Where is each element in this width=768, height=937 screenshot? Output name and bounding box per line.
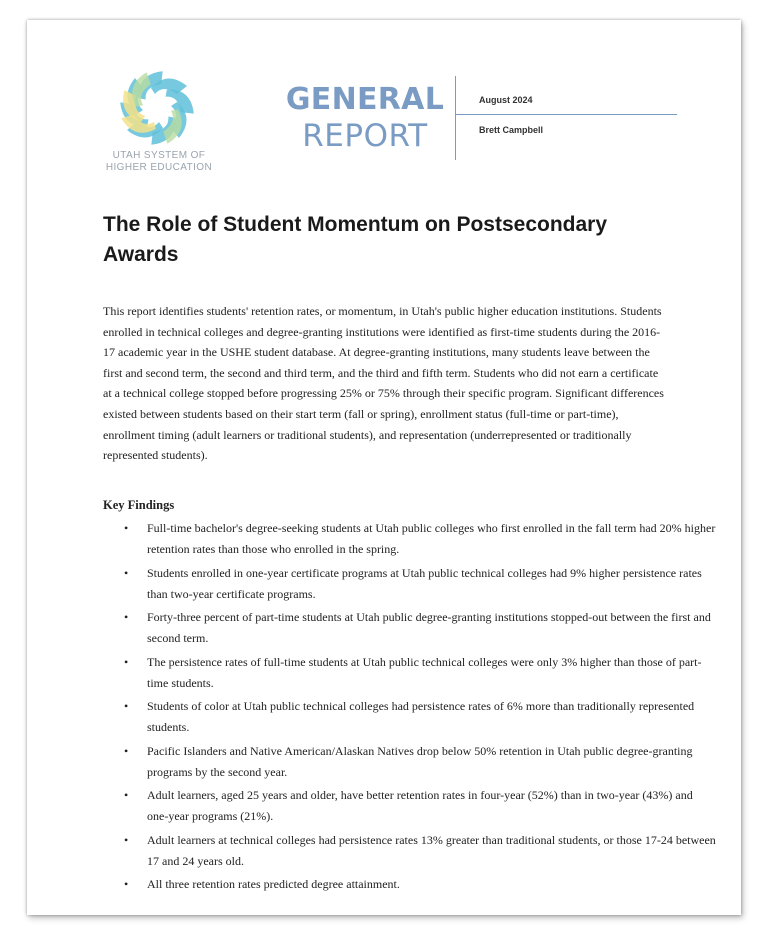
list-item: • All three retention rates predicted degree attainment. — [147, 874, 717, 895]
list-item: • Students enrolled in one-year certificate programs at Utah public technical colleges had 9% higher persistence rates than two-year certificate programs. — [147, 563, 717, 605]
list-item: • The persistence rates of full-time students at Utah public technical colleges were only 3% higher than those of part-time students. — [147, 652, 717, 694]
report-type-line1: GENERAL — [285, 82, 445, 117]
report-type-title — [285, 82, 445, 154]
list-item: • Adult learners at technical colleges had persistence rates 13% greater than traditional students, or those 17-24 between 17 and 24 years old. — [147, 830, 717, 872]
list-item: • Forty-three percent of part-time students at Utah public degree-granting institutions stopped-out between the first and second term. — [147, 607, 717, 649]
header-vertical-divider — [455, 76, 456, 160]
list-item: • Pacific Islanders and Native American/Alaskan Natives drop below 50% retention in Utah public degree-granting programs by the second year. — [147, 741, 717, 783]
key-findings-heading: Key Findings — [103, 498, 175, 512]
org-name-line1: UTAH SYSTEM OF — [112, 150, 206, 161]
report-title: The Role of Student Momentum on Postsecondary Awards — [103, 213, 608, 266]
list-item: • Students of color at Utah public technical colleges had persistence rates of 6% more than traditionally represented students. — [147, 696, 717, 738]
report-page — [27, 20, 741, 915]
ushe-pinwheel-icon — [107, 58, 207, 158]
list-item: • Adult learners, aged 25 years and older, have better retention rates in four-year (52%) than in two-year (43%) and one-year programs (21%). — [147, 785, 717, 827]
report-date: August 2024 — [479, 95, 533, 105]
intro-paragraph: This report identifies students' retention rates, or momentum, in Utah's public higher education institutions. Students enrolled in technical colleges and degree-granting institutions were identified as first-time students during the 2016-17 academic year in the USHE student database. At degree-granting institutions, many students leave between the first and second term, the second and third term, and the third and fifth term. Students who did not earn a certificate at a technical college stopped before progressing 25% or 75% through their specific program. Significant differences existed between students based on their start term (fall or spring), enrollment status (full-time or part-time), enrollment timing (adult learners or traditional students), and representation (underrepresented or traditionally represented students). — [103, 304, 664, 463]
header-horizontal-divider — [455, 114, 677, 115]
list-item: • Full-time bachelor's degree-seeking students at Utah public colleges who first enrolled in the fall term had 20% higher retention rates than those who enrolled in the spring. — [147, 518, 717, 560]
report-type-line2: REPORT — [302, 118, 428, 154]
org-name-line2: HIGHER EDUCATION — [105, 162, 213, 173]
report-author: Brett Campbell — [479, 125, 544, 135]
key-findings-list — [103, 518, 717, 898]
org-name — [99, 150, 219, 174]
